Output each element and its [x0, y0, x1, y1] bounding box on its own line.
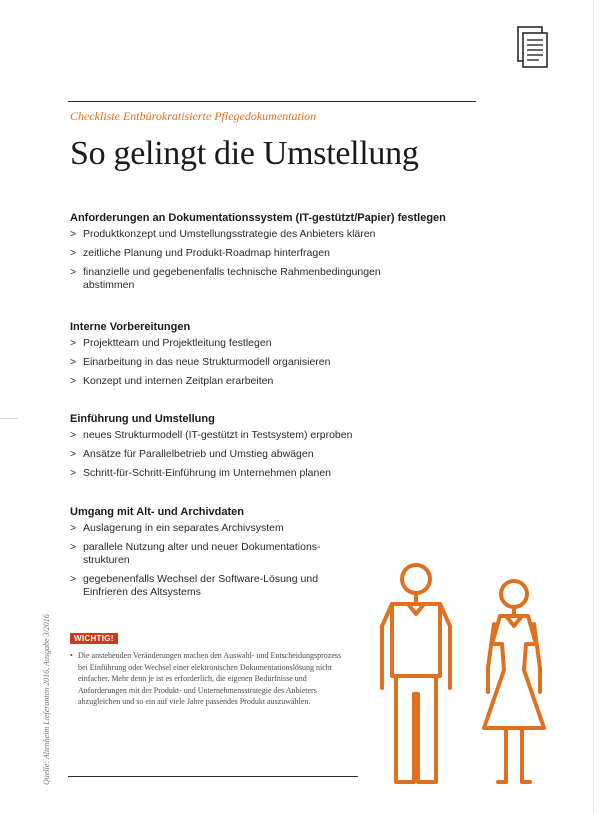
section-heading: Einführung und Umstellung [70, 413, 215, 425]
section-internal-prep [70, 321, 470, 394]
list-item: > Produktkonzept und Umstellungsstrategie des Anbieters klären [70, 228, 376, 240]
section-rollout [70, 413, 470, 486]
list-item: > zeitliche Planung und Produkt-Roadmap hinterfragen [70, 247, 330, 259]
page-kicker: Checkliste Entbürokratisierte Pflegedokumentation [70, 109, 317, 123]
list-item: > finanzielle und gegebenenfalls technische Rahmenbedingungen abstimmen [70, 266, 381, 291]
footer-rule [68, 776, 358, 777]
section-heading: Umgang mit Alt- und Archivdaten [70, 506, 244, 518]
scan-mark [0, 418, 18, 419]
list-item: > Auslagerung in ein separates Archivsystem [70, 522, 284, 534]
section-heading: Anforderungen an Dokumentationssystem (IT-gestützt/Papier) festlegen [70, 212, 446, 224]
list-item: > Schritt-für-Schritt-Einführung im Unternehmen planen [70, 467, 332, 479]
list-item: > gegebenenfalls Wechsel der Software-Lösung und Einfrieren des Altsystems [70, 573, 319, 598]
header-rule [68, 101, 476, 102]
scan-edge [593, 0, 594, 813]
list-item: > neues Strukturmodell (IT-gestützt in Testsystem) erproben [70, 429, 353, 441]
section-heading: Interne Vorbereitungen [70, 321, 191, 333]
list-item: > parallele Nutzung alter und neuer Dokumentations-strukturen [70, 541, 321, 566]
section-requirements [70, 212, 470, 298]
document-icon [517, 26, 549, 70]
warning-box [70, 628, 345, 708]
list-item: > Einarbeitung in das neue Strukturmodell organisieren [70, 356, 331, 368]
source-note: Quelle: Altenheim Lieferanten 2016, Ausgabe 3/2016 [42, 614, 51, 785]
man-woman-illustration [376, 560, 566, 785]
list-item: > Ansätze für Parallelbetrieb und Umstieg abwägen [70, 448, 314, 460]
warning-text: Die anstehenden Veränderungen machen den Auswahl- und Entscheidungsprozess bei Einführung oder Wechsel einer elektronischen Dokumentationslösung nicht einfacher. Mehr denn je ist es erforderlich, die eigenen Bedürfnisse und Anforderungen mit der Produkt- und Unternehmensstrategie des Anbieters abzugleichen und so ein auf viele Jahre passendes Produkt auszuwählen. [78, 651, 342, 706]
page-title: So gelingt die Umstellung [70, 135, 419, 172]
warning-text-block: • Die anstehenden Veränderungen machen den Auswahl- und Entscheidungsprozess bei Einführung oder Wechsel einer elektronischen Dokumentationslösung nicht einfacher. Mehr denn je ist es erforderlich, die eigenen Bedürfnisse und Anforderungen mit der Produkt- und Unternehmensstrategie des Anbieters abzugleichen und so ein auf viele Jahre passendes Produkt auszuwählen. [70, 651, 342, 706]
list-item: > Konzept und internen Zeitplan erarbeiten [70, 375, 274, 387]
warning-badge: WICHTIG! [70, 633, 118, 644]
list-item: > Projektteam und Projektleitung festlegen [70, 337, 272, 349]
